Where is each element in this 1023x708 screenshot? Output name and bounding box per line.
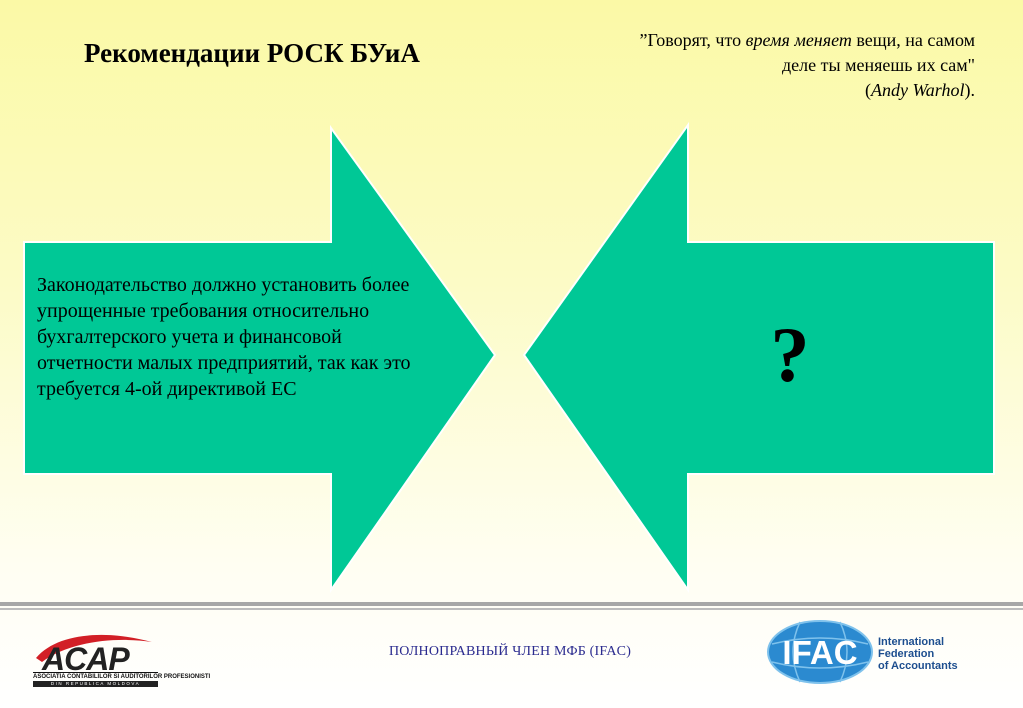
quote-paren-open: ( xyxy=(864,80,871,100)
quote-emphasis: время меняет xyxy=(745,30,852,50)
left-pointing-arrow xyxy=(524,125,994,590)
footer-divider xyxy=(0,602,1023,606)
acap-logo-country: DIN REPUBLICA MOLDOVA xyxy=(33,681,158,687)
left-arrow-text: Законодательство должно установить более упрощенные требования относительно бухгалтерского учета и финансовой отчетности малых предприятий, так как это требуется 4-ой директивой ЕС xyxy=(37,274,411,400)
quote-paren-close: ). xyxy=(964,80,975,100)
slide-title: Рекомендации РОСК БУиА xyxy=(84,38,420,68)
ifac-wordmark: IFAC xyxy=(782,634,858,671)
ifac-name-line: International xyxy=(878,636,945,648)
ifac-name xyxy=(878,636,988,672)
quote-line2: деле ты меняешь их сам" xyxy=(782,55,975,75)
acap-logo-name: ASOCIATIA CONTABILILOR SI AUDITORILOR PROFESIONISTI xyxy=(33,674,211,680)
footer-member-text: ПОЛНОПРАВНЫЙ ЧЛЕН МФБ (IFAC) xyxy=(388,644,632,659)
quote-author: Andy Warhol xyxy=(870,80,965,100)
ifac-name-line: Federation xyxy=(878,648,935,660)
quote-rest: вещи, на самом xyxy=(851,30,975,50)
ifac-name-line: of Accountants xyxy=(878,660,958,672)
question-mark: ? xyxy=(770,311,810,398)
footer-divider-thin xyxy=(0,608,1023,610)
ifac-globe-icon xyxy=(766,620,874,684)
quote-open: ”Говорят, что xyxy=(639,30,746,50)
acap-wordmark: ACAP xyxy=(42,641,129,677)
